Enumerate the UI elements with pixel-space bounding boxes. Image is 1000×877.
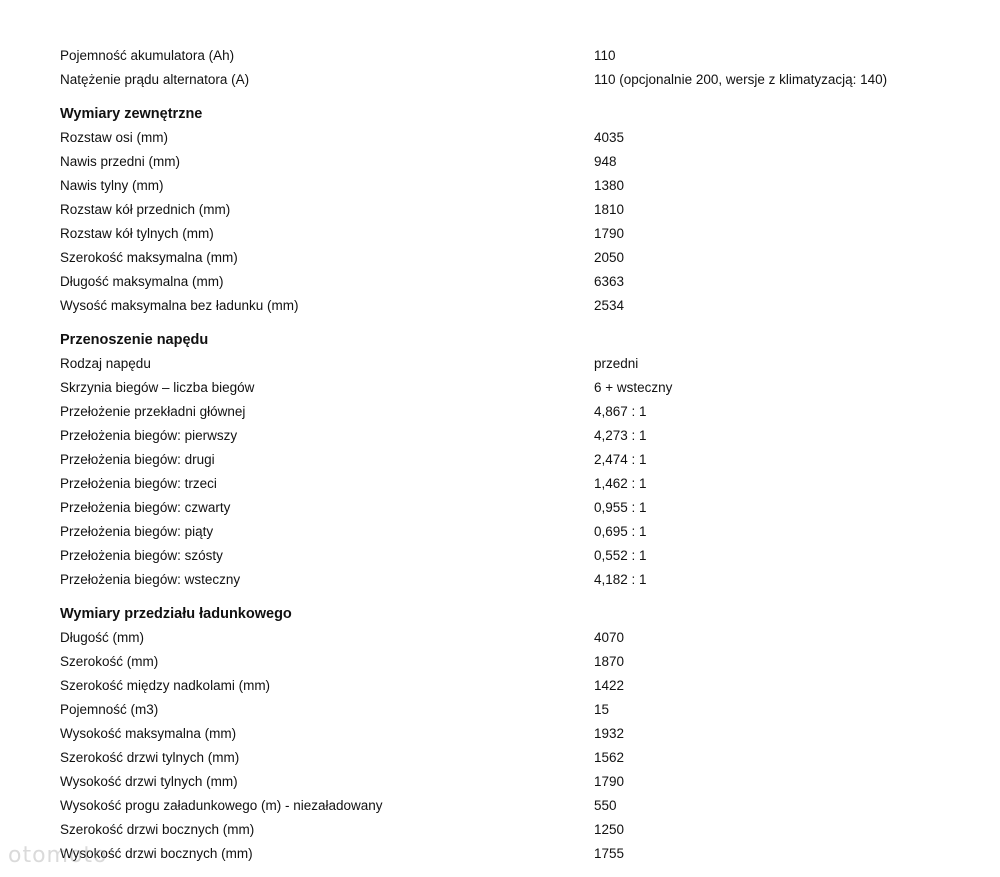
spec-row (60, 496, 960, 520)
spec-row (60, 150, 960, 174)
spec-row (60, 722, 960, 746)
spec-label: Przełożenia biegów: piąty (60, 524, 214, 539)
spec-row (60, 472, 960, 496)
spec-label: Wysość maksymalna bez ładunku (mm) (60, 298, 299, 313)
spec-label: Rodzaj napędu (60, 356, 151, 371)
spec-value: 110 (594, 48, 616, 63)
spec-value: 1380 (594, 178, 625, 193)
spec-label: Szerokość między nadkolami (mm) (60, 678, 271, 693)
spec-value: 0,552 : 1 (594, 548, 647, 563)
spec-label: Szerokość maksymalna (mm) (60, 250, 238, 265)
spec-row (60, 770, 960, 794)
spec-value: 948 (594, 154, 617, 169)
spec-row (60, 376, 960, 400)
spec-label: Długość maksymalna (mm) (60, 274, 224, 289)
spec-row (60, 520, 960, 544)
spec-value: 0,955 : 1 (594, 500, 647, 515)
spec-value: 6 + wsteczny (594, 380, 673, 395)
spec-value: 15 (594, 702, 610, 717)
spec-row (60, 68, 960, 92)
spec-value: 1810 (594, 202, 625, 217)
spec-label: Przełożenia biegów: wsteczny (60, 572, 241, 587)
spec-value: 2050 (594, 250, 625, 265)
spec-value: 1790 (594, 226, 625, 241)
spec-value: 4070 (594, 630, 625, 645)
spec-label: Pojemność (m3) (60, 702, 159, 717)
spec-label: Szerokość drzwi bocznych (mm) (60, 822, 255, 837)
spec-row (60, 698, 960, 722)
spec-row (60, 400, 960, 424)
section-heading: Wymiary przedziału ładunkowego (60, 606, 292, 622)
spec-value: przedni (594, 356, 639, 371)
spec-value: 1250 (594, 822, 625, 837)
watermark: otomoto (8, 843, 108, 868)
spec-row (60, 650, 960, 674)
spec-label: Rozstaw osi (mm) (60, 130, 169, 145)
spec-value: 4,182 : 1 (594, 572, 647, 587)
spec-row (60, 126, 960, 150)
spec-label: Natężenie prądu alternatora (A) (60, 72, 250, 87)
spec-value: 2,474 : 1 (594, 452, 647, 467)
spec-row (60, 44, 960, 68)
spec-value: 110 (opcjonalnie 200, wersje z klimatyzacją: 140) (594, 72, 888, 87)
spec-row (60, 222, 960, 246)
spec-value: 4035 (594, 130, 625, 145)
spec-row (60, 294, 960, 318)
spec-row (60, 352, 960, 376)
spec-label: Szerokość drzwi tylnych (mm) (60, 750, 240, 765)
spec-row (60, 424, 960, 448)
spec-label: Skrzynia biegów – liczba biegów (60, 380, 255, 395)
spec-row (60, 448, 960, 472)
spec-value: 1870 (594, 654, 625, 669)
spec-label: Przełożenie przekładni głównej (60, 404, 246, 419)
spec-value: 6363 (594, 274, 625, 289)
spec-label: Długość (mm) (60, 630, 145, 645)
spec-label: Pojemność akumulatora (Ah) (60, 48, 235, 63)
section-heading: Przenoszenie napędu (60, 332, 209, 348)
spec-row (60, 568, 960, 592)
spec-row (60, 818, 960, 842)
spec-value: 2534 (594, 298, 625, 313)
spec-label: Przełożenia biegów: trzeci (60, 476, 217, 491)
spec-label: Nawis przedni (mm) (60, 154, 181, 169)
spec-value: 4,867 : 1 (594, 404, 647, 419)
spec-row (60, 626, 960, 650)
spec-label: Nawis tylny (mm) (60, 178, 164, 193)
spec-value: 1422 (594, 678, 625, 693)
spec-row (60, 794, 960, 818)
section-cargo-dimensions (60, 602, 960, 866)
spec-row (60, 270, 960, 294)
spec-row (60, 674, 960, 698)
spec-value: 550 (594, 798, 617, 813)
spec-label: Przełożenia biegów: szósty (60, 548, 223, 563)
spec-label: Przełożenia biegów: pierwszy (60, 428, 238, 443)
spec-value: 1932 (594, 726, 625, 741)
spec-label: Rozstaw kół przednich (mm) (60, 202, 231, 217)
spec-value: 1562 (594, 750, 625, 765)
spec-label: Wysokość maksymalna (mm) (60, 726, 237, 741)
section-drivetrain (60, 328, 960, 592)
spec-value: 1790 (594, 774, 625, 789)
spec-label: Rozstaw kół tylnych (mm) (60, 226, 214, 241)
spec-label: Wysokość drzwi bocznych (mm) (60, 846, 253, 861)
spec-value: 1,462 : 1 (594, 476, 647, 491)
spec-label: Wysokość drzwi tylnych (mm) (60, 774, 238, 789)
section-exterior-dimensions (60, 102, 960, 318)
intro-group (60, 44, 960, 92)
spec-label: Przełożenia biegów: czwarty (60, 500, 231, 515)
spec-label: Szerokość (mm) (60, 654, 159, 669)
spec-row (60, 746, 960, 770)
spec-value: 0,695 : 1 (594, 524, 647, 539)
spec-row (60, 842, 960, 866)
spec-row (60, 174, 960, 198)
spec-row (60, 544, 960, 568)
spec-row (60, 246, 960, 270)
spec-label: Przełożenia biegów: drugi (60, 452, 215, 467)
spec-label: Wysokość progu załadunkowego (m) - niezaładowany (60, 798, 383, 813)
spec-value: 4,273 : 1 (594, 428, 647, 443)
section-heading: Wymiary zewnętrzne (60, 106, 203, 122)
spec-document (60, 44, 960, 866)
spec-value: 1755 (594, 846, 625, 861)
spec-row (60, 198, 960, 222)
